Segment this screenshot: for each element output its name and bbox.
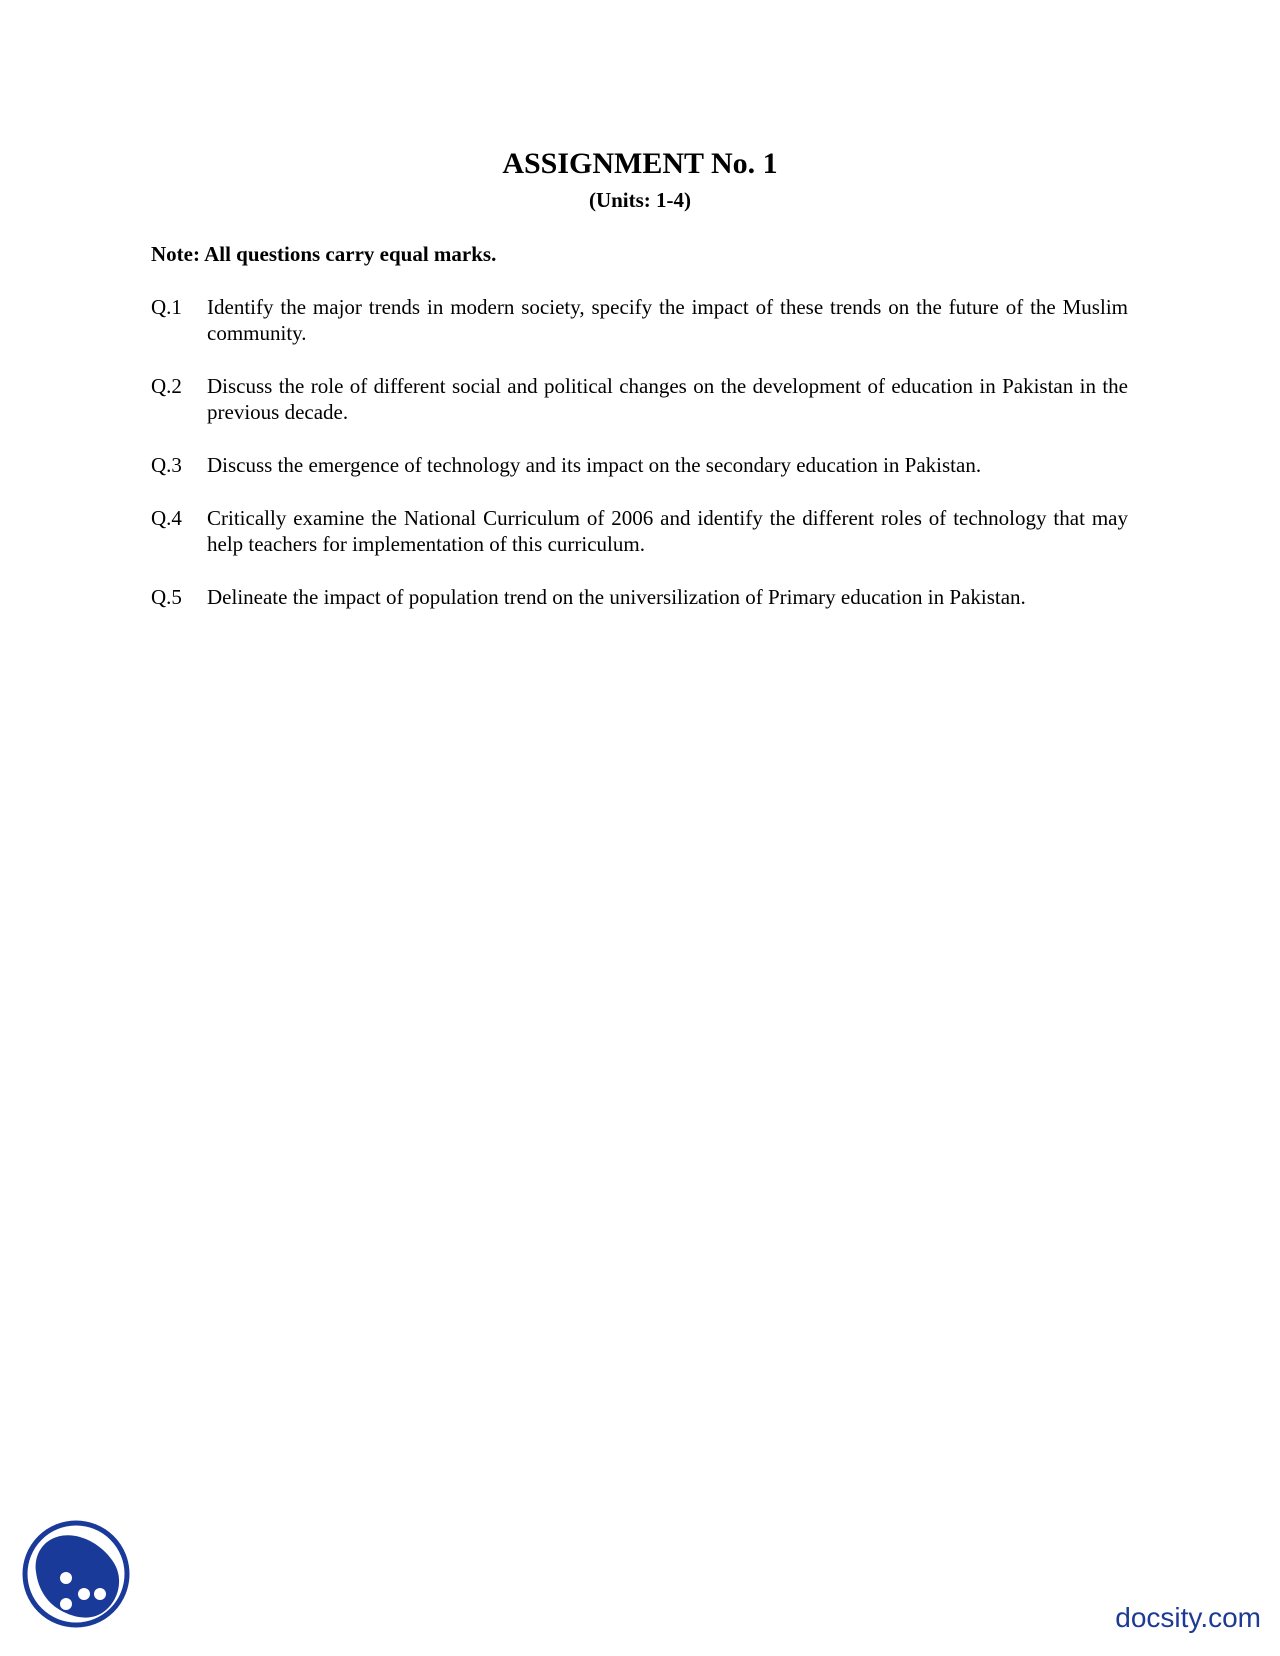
question-number: Q.3 (151, 453, 182, 477)
question-item (151, 505, 1128, 557)
question-text: Critically examine the National Curriculum of 2006 and identify the different roles of technology that may help teachers for implementation of this curriculum. (207, 506, 1128, 556)
question-number: Q.5 (151, 585, 182, 609)
question-item (151, 452, 1128, 478)
question-item (151, 294, 1128, 346)
question-number: Q.1 (151, 295, 182, 319)
question-item (151, 373, 1128, 425)
units-subtitle: (Units: 1-4) (588, 188, 692, 212)
question-item (151, 584, 1128, 610)
question-text: Identify the major trends in modern society, specify the impact of these trends on the future of the Muslim community. (207, 295, 1128, 345)
question-text: Discuss the emergence of technology and its impact on the secondary education in Pakistan. (207, 453, 982, 477)
question-list (151, 294, 1128, 637)
note-text: Note: All questions carry equal marks. (151, 242, 497, 266)
question-number: Q.4 (151, 506, 182, 530)
docsity-logo-icon[interactable] (20, 1518, 132, 1630)
question-text: Delineate the impact of population trend on the universilization of Primary education in Pakistan. (207, 585, 1026, 609)
question-text: Discuss the role of different social and political changes on the development of education in Pakistan in the previous decade. (207, 374, 1128, 424)
question-number: Q.2 (151, 374, 182, 398)
assignment-title: ASSIGNMENT No. 1 (502, 147, 778, 180)
brand-link[interactable]: docsity.com (1115, 1602, 1261, 1633)
